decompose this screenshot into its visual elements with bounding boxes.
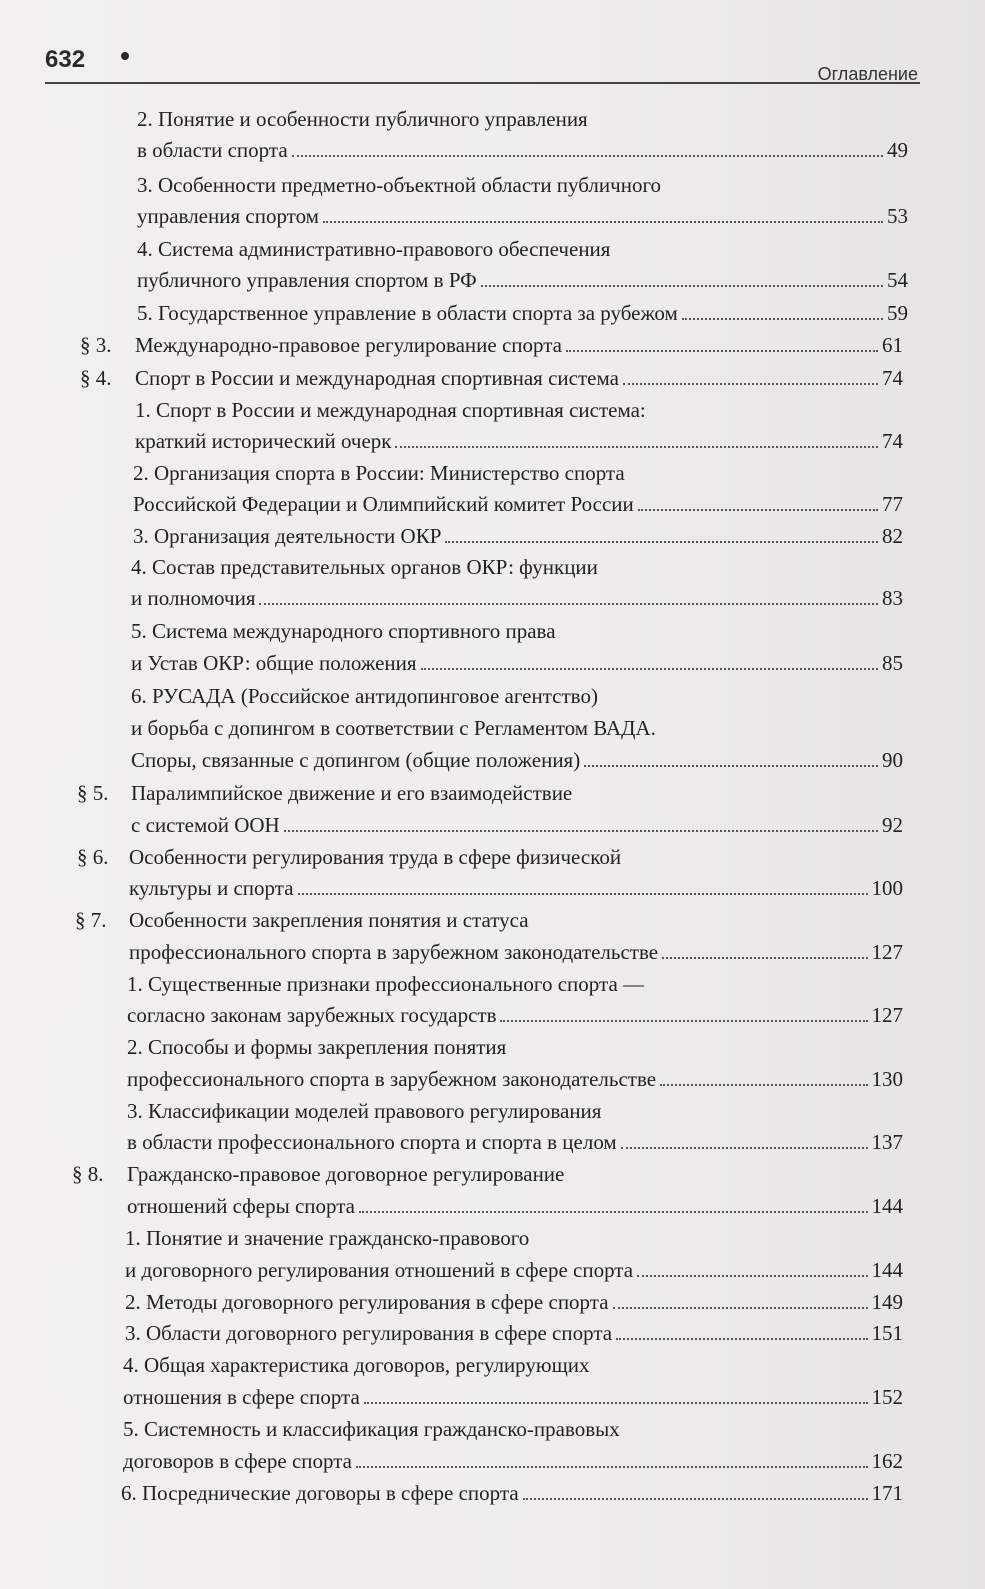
toc-entry-title: 2. Организация спорта в России: Министерство спорта — [133, 461, 625, 485]
dot-leader — [284, 830, 878, 832]
toc-entry-title: управления спортом — [137, 204, 319, 228]
toc-entry[interactable] — [131, 681, 903, 711]
toc-section-number: § 7. — [75, 908, 107, 932]
toc-entry-title: 1. Понятие и значение гражданско-правового — [125, 1226, 530, 1250]
toc-page-number: 151 — [871, 1321, 903, 1345]
toc-entry[interactable] — [131, 616, 903, 646]
toc-entry-title: Споры, связанные с допингом (общие положения) — [131, 748, 581, 772]
toc-entry-title: 3. Организация деятельности ОКР — [133, 524, 442, 548]
toc-page-number: 83 — [882, 586, 903, 610]
toc-entry-title: Особенности регулирования труда в сфере физической — [129, 845, 622, 869]
toc-entry-title: публичного управления спортом в РФ — [137, 268, 477, 292]
toc-page-number: 130 — [871, 1067, 903, 1091]
dot-leader — [500, 1020, 867, 1022]
toc-entry-title: 5. Государственное управление в области спорта за рубежом — [137, 301, 678, 325]
toc-entry[interactable] — [131, 810, 903, 840]
toc-entry[interactable] — [127, 1191, 903, 1221]
toc-page-number: 127 — [871, 940, 903, 964]
dot-leader — [356, 1466, 868, 1468]
toc-entry-title: отношений сферы спорта — [127, 1194, 355, 1218]
toc-entry[interactable] — [131, 778, 903, 808]
toc-entry[interactable] — [131, 552, 903, 582]
toc-entry-title: и полномочия — [131, 586, 256, 610]
toc-entry-title: 5. Системность и классификация гражданско-правовых — [123, 1417, 620, 1441]
toc-page-number: 171 — [871, 1481, 903, 1505]
toc-entry[interactable] — [131, 648, 903, 678]
toc-entry-title: с системой ООН — [131, 813, 280, 837]
toc-entry-title: 2. Понятие и особенности публичного управления — [137, 107, 588, 131]
dot-leader — [660, 1084, 867, 1086]
toc-entry-title: 1. Существенные признаки профессионального спорта — — [127, 972, 645, 996]
toc-entry-title: 2. Методы договорного регулирования в сфере спорта — [125, 1290, 609, 1314]
toc-entry-title: 3. Классификации моделей правового регулирования — [127, 1099, 602, 1123]
dot-leader — [364, 1402, 868, 1404]
toc-entry-title: договоров в сфере спорта — [123, 1449, 352, 1473]
toc-page-number: 152 — [871, 1385, 903, 1409]
toc-entry[interactable] — [129, 873, 903, 903]
toc-entry[interactable] — [131, 713, 903, 743]
dot-leader — [323, 221, 883, 223]
toc-entry[interactable] — [129, 842, 903, 872]
dot-leader — [395, 446, 878, 448]
toc-page-number: 54 — [887, 268, 908, 292]
toc-page-number: 49 — [887, 138, 908, 162]
toc-page-number: 74 — [882, 429, 903, 453]
toc-entry[interactable] — [125, 1318, 903, 1348]
dot-leader — [682, 318, 883, 320]
dot-leader — [523, 1498, 868, 1500]
dot-leader — [298, 893, 868, 895]
toc-entry[interactable] — [135, 330, 903, 360]
toc-entry[interactable] — [133, 489, 903, 519]
toc-entry[interactable] — [137, 135, 908, 165]
toc-entry-title: Спорт в России и международная спортивная система — [135, 366, 619, 390]
toc-entry[interactable] — [127, 1159, 903, 1189]
toc-entry[interactable] — [123, 1350, 903, 1380]
dot-leader — [621, 1147, 868, 1149]
toc-entry[interactable] — [133, 458, 903, 488]
toc-entry-title: Российской Федерации и Олимпийский комитет России — [133, 492, 634, 516]
dot-leader — [481, 285, 883, 287]
toc-entry-title: отношения в сфере спорта — [123, 1385, 360, 1409]
toc-entry[interactable] — [125, 1255, 903, 1285]
toc-entry[interactable] — [131, 583, 903, 613]
toc-page-number: 127 — [871, 1003, 903, 1027]
toc-section-number: § 8. — [72, 1162, 104, 1186]
toc-entry[interactable] — [127, 1127, 903, 1157]
toc-entry-title: 2. Способы и формы закрепления понятия — [127, 1035, 507, 1059]
toc-section-number: § 4. — [80, 366, 112, 390]
toc-page-number: 59 — [887, 301, 908, 325]
running-title: Оглавление — [817, 64, 918, 84]
dot-leader — [566, 350, 878, 352]
dot-leader — [584, 765, 878, 767]
toc-entry[interactable] — [129, 937, 903, 967]
toc-page-number: 144 — [871, 1258, 903, 1282]
toc-page-number: 100 — [871, 876, 903, 900]
toc-entry-title: 6. Посреднические договоры в сфере спорта — [121, 1481, 519, 1505]
toc-page-number: 82 — [882, 524, 903, 548]
toc-page-number: 162 — [871, 1449, 903, 1473]
toc-entry-title: 4. Состав представительных органов ОКР: функции — [131, 555, 598, 579]
toc-entry-title: Паралимпийское движение и его взаимодействие — [131, 781, 573, 805]
page-number: 632 — [45, 46, 86, 73]
toc-page-number: 74 — [882, 366, 903, 390]
toc-entry[interactable] — [137, 104, 908, 134]
toc-entry-title: 3. Области договорного регулирования в сфере спорта — [125, 1321, 613, 1345]
toc-entry[interactable] — [135, 395, 903, 425]
dot-leader — [637, 1275, 867, 1277]
toc-entry-title: 1. Спорт в России и международная спортивная система: — [135, 398, 646, 422]
toc-entry-title: и Устав ОКР: общие положения — [131, 651, 417, 675]
toc-entry[interactable] — [135, 426, 903, 456]
dot-leader — [638, 509, 878, 511]
dot-leader — [662, 957, 867, 959]
toc-entry-title: профессионального спорта в зарубежном законодательстве — [127, 1067, 657, 1091]
toc-section-number: § 3. — [80, 333, 112, 357]
toc-entry-title: и борьба с допингом в соответствии с Регламентом ВАДА. — [131, 716, 656, 740]
toc-entry[interactable] — [137, 265, 908, 295]
dot-leader — [421, 668, 878, 670]
toc-entry[interactable] — [125, 1287, 903, 1317]
toc-page-number: 90 — [882, 748, 903, 772]
toc-entry[interactable] — [137, 201, 908, 231]
toc-entry-title: краткий исторический очерк — [135, 429, 392, 453]
toc-entry[interactable] — [127, 1096, 903, 1126]
dot-leader — [359, 1211, 868, 1213]
toc-entry[interactable] — [123, 1382, 903, 1412]
toc-entry[interactable] — [125, 1223, 903, 1253]
toc-page-number: 137 — [871, 1130, 903, 1154]
toc-entry[interactable] — [135, 363, 903, 393]
toc-entry-title: Особенности закрепления понятия и статуса — [129, 908, 529, 932]
toc-page-number: 92 — [882, 813, 903, 837]
toc-entry-title: культуры и спорта — [129, 876, 294, 900]
toc-entry[interactable] — [137, 298, 908, 328]
toc-entry-title: 4. Система административно-правового обеспечения — [137, 237, 611, 261]
toc-entry[interactable] — [127, 969, 903, 999]
toc-entry-title: 6. РУСАДА (Российское антидопинговое агентство) — [131, 684, 598, 708]
toc-entry-title: Международно-правовое регулирование спорта — [135, 333, 562, 357]
toc-entry-title: 5. Система международного спортивного права — [131, 619, 556, 643]
toc-entry[interactable] — [123, 1446, 903, 1476]
toc-entry[interactable] — [123, 1414, 903, 1444]
dot-leader — [623, 383, 878, 385]
toc-entry-title: 4. Общая характеристика договоров, регулирующих — [123, 1353, 590, 1377]
dot-leader — [292, 155, 883, 157]
toc-section-number: § 6. — [77, 845, 109, 869]
toc-entry-title: Гражданско-правовое договорное регулирование — [127, 1162, 565, 1186]
toc-entry-title: профессионального спорта в зарубежном законодательстве — [129, 940, 659, 964]
toc-page-number: 85 — [882, 651, 903, 675]
toc-entry[interactable] — [127, 1032, 903, 1062]
toc-section-number: § 5. — [77, 781, 109, 805]
toc-entry[interactable] — [127, 1064, 903, 1094]
toc-entry[interactable] — [131, 745, 903, 775]
toc-entry[interactable] — [137, 170, 908, 200]
toc-entry-title: согласно законам зарубежных государств — [127, 1003, 497, 1027]
toc-entry[interactable] — [137, 234, 908, 264]
toc-entry[interactable] — [121, 1478, 903, 1508]
toc-entry[interactable] — [129, 905, 903, 935]
toc-page-number: 77 — [882, 492, 903, 516]
dot-leader — [616, 1338, 867, 1340]
toc-entry-title: 3. Особенности предметно-объектной области публичного — [137, 173, 662, 197]
dot-leader — [445, 541, 878, 543]
toc-entry-title: в области спорта — [137, 138, 288, 162]
toc-page-number: 61 — [882, 333, 903, 357]
toc-page-number: 144 — [871, 1194, 903, 1218]
toc-entry[interactable] — [127, 1000, 903, 1030]
dot-leader — [259, 603, 878, 605]
dot-leader — [613, 1307, 868, 1309]
toc-page-number: 53 — [887, 204, 908, 228]
toc-entry[interactable] — [133, 521, 903, 551]
toc-entry-title: в области профессионального спорта и спорта в целом — [127, 1130, 617, 1154]
toc-entry-title: и договорного регулирования отношений в сфере спорта — [125, 1258, 634, 1282]
toc-page-number: 149 — [871, 1290, 903, 1314]
